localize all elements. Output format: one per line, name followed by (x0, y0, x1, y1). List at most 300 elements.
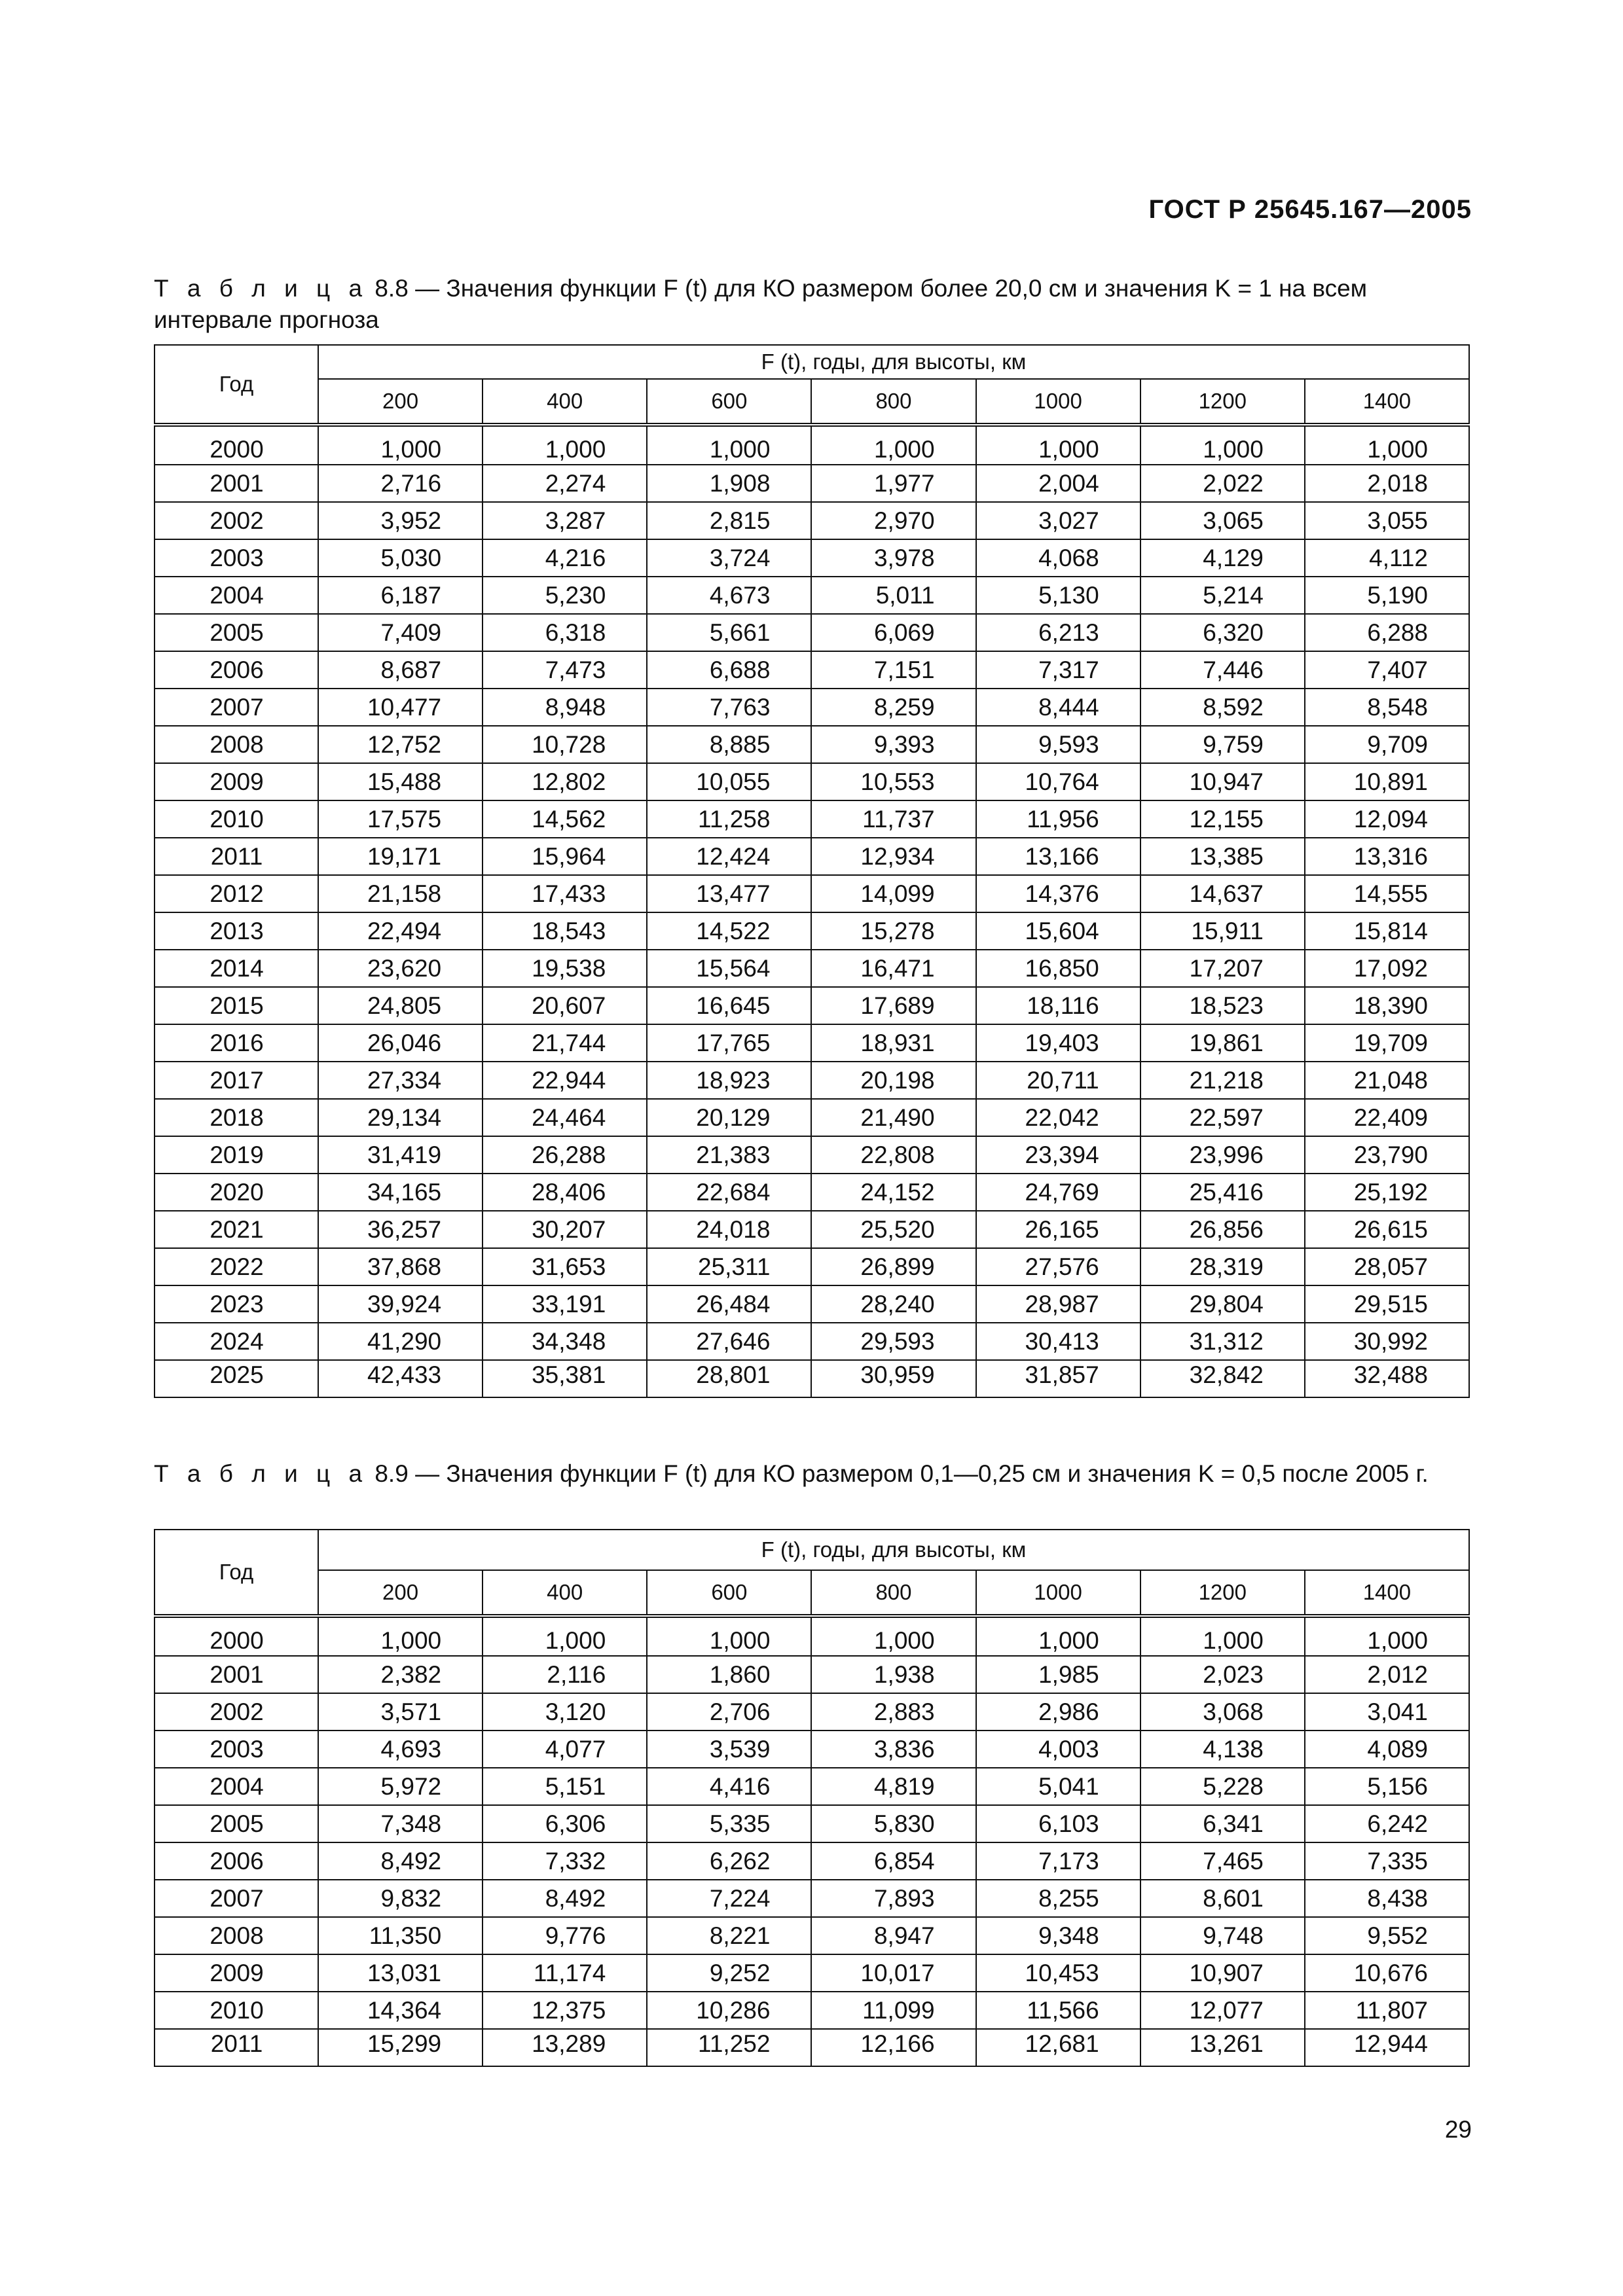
value-cell: 3,065 (1140, 502, 1305, 539)
table-row (155, 1024, 1469, 1062)
table-row (155, 425, 1469, 465)
value-cell: 10,055 (647, 763, 811, 800)
value-cell: 9,832 (318, 1880, 483, 1917)
value-cell: 26,165 (976, 1211, 1140, 1248)
height-column-header: 1200 (1140, 379, 1305, 425)
value-cell: 1,000 (483, 425, 647, 465)
height-column-header: 1000 (976, 1570, 1140, 1616)
value-cell: 10,453 (976, 1954, 1140, 1992)
value-cell: 29,804 (1140, 1285, 1305, 1323)
value-cell: 9,552 (1305, 1917, 1469, 1954)
value-cell: 6,262 (647, 1842, 811, 1880)
value-cell: 20,198 (811, 1062, 976, 1099)
value-cell: 6,318 (483, 614, 647, 651)
value-cell: 14,364 (318, 1992, 483, 2029)
value-cell: 1,000 (318, 1616, 483, 1656)
value-cell: 14,555 (1305, 875, 1469, 912)
value-cell: 3,027 (976, 502, 1140, 539)
value-cell: 9,776 (483, 1917, 647, 1954)
value-cell: 5,030 (318, 539, 483, 577)
table-row (155, 1992, 1469, 2029)
value-cell: 4,068 (976, 539, 1140, 577)
value-cell: 9,593 (976, 726, 1140, 763)
value-cell: 5,130 (976, 577, 1140, 614)
year-cell: 2009 (155, 1954, 318, 1992)
value-cell: 3,055 (1305, 502, 1469, 539)
value-cell: 22,597 (1140, 1099, 1305, 1136)
value-cell: 7,763 (647, 689, 811, 726)
year-cell: 2024 (155, 1323, 318, 1360)
value-cell: 24,805 (318, 987, 483, 1024)
table-row (155, 577, 1469, 614)
year-cell: 2025 (155, 1360, 318, 1397)
value-cell: 1,000 (1305, 425, 1469, 465)
year-cell: 2007 (155, 689, 318, 726)
value-cell: 5,230 (483, 577, 647, 614)
value-cell: 17,689 (811, 987, 976, 1024)
value-cell: 23,620 (318, 950, 483, 987)
year-cell: 2001 (155, 1656, 318, 1693)
value-cell: 32,488 (1305, 1360, 1469, 1397)
value-cell: 10,728 (483, 726, 647, 763)
value-cell: 12,094 (1305, 800, 1469, 838)
value-cell: 10,947 (1140, 763, 1305, 800)
value-cell: 26,288 (483, 1136, 647, 1174)
value-cell: 10,764 (976, 763, 1140, 800)
year-cell: 2005 (155, 1805, 318, 1842)
value-cell: 5,972 (318, 1768, 483, 1805)
year-cell: 2017 (155, 1062, 318, 1099)
table-row (155, 1805, 1469, 1842)
table-8-8 (154, 344, 1470, 1398)
value-cell: 5,214 (1140, 577, 1305, 614)
value-cell: 20,129 (647, 1099, 811, 1136)
value-cell: 2,883 (811, 1693, 976, 1731)
value-cell: 4,138 (1140, 1731, 1305, 1768)
value-cell: 15,564 (647, 950, 811, 987)
value-cell: 1,908 (647, 465, 811, 502)
table-row (155, 2029, 1469, 2066)
value-cell: 8,492 (318, 1842, 483, 1880)
table-row (155, 1954, 1469, 1992)
value-cell: 19,861 (1140, 1024, 1305, 1062)
value-cell: 7,407 (1305, 651, 1469, 689)
year-cell: 2008 (155, 1917, 318, 1954)
value-cell: 27,646 (647, 1323, 811, 1360)
table-row (155, 1174, 1469, 1211)
value-cell: 6,187 (318, 577, 483, 614)
year-cell: 2004 (155, 577, 318, 614)
value-cell: 19,403 (976, 1024, 1140, 1062)
value-cell: 17,575 (318, 800, 483, 838)
value-cell: 12,424 (647, 838, 811, 875)
value-cell: 10,017 (811, 1954, 976, 1992)
value-cell: 10,553 (811, 763, 976, 800)
value-cell: 28,057 (1305, 1248, 1469, 1285)
height-column-header: 1400 (1305, 1570, 1469, 1616)
value-cell: 42,433 (318, 1360, 483, 1397)
value-cell: 28,987 (976, 1285, 1140, 1323)
value-cell: 10,477 (318, 689, 483, 726)
table-row (155, 1360, 1469, 1397)
value-cell: 8,947 (811, 1917, 976, 1954)
value-cell: 5,011 (811, 577, 976, 614)
value-cell: 41,290 (318, 1323, 483, 1360)
year-cell: 2019 (155, 1136, 318, 1174)
year-cell: 2002 (155, 502, 318, 539)
value-cell: 24,769 (976, 1174, 1140, 1211)
value-cell: 5,151 (483, 1768, 647, 1805)
value-cell: 9,393 (811, 726, 976, 763)
table-row (155, 539, 1469, 577)
table-row (155, 912, 1469, 950)
value-cell: 18,523 (1140, 987, 1305, 1024)
value-cell: 13,316 (1305, 838, 1469, 875)
value-cell: 22,042 (976, 1099, 1140, 1136)
year-column-header: Год (155, 345, 318, 425)
value-cell: 1,000 (318, 425, 483, 465)
value-cell: 39,924 (318, 1285, 483, 1323)
year-column-header: Год (155, 1530, 318, 1616)
value-cell: 2,274 (483, 465, 647, 502)
value-cell: 22,944 (483, 1062, 647, 1099)
value-cell: 7,465 (1140, 1842, 1305, 1880)
year-cell: 2006 (155, 651, 318, 689)
value-cell: 8,687 (318, 651, 483, 689)
value-cell: 7,893 (811, 1880, 976, 1917)
value-cell: 1,977 (811, 465, 976, 502)
value-cell: 12,375 (483, 1992, 647, 2029)
year-cell: 2005 (155, 614, 318, 651)
value-cell: 1,000 (811, 1616, 976, 1656)
value-cell: 5,228 (1140, 1768, 1305, 1805)
group-column-header: F (t), годы, для высоты, км (318, 345, 1469, 379)
table-row (155, 875, 1469, 912)
value-cell: 5,041 (976, 1768, 1140, 1805)
value-cell: 12,752 (318, 726, 483, 763)
year-cell: 2011 (155, 838, 318, 875)
table-row (155, 1248, 1469, 1285)
year-cell: 2020 (155, 1174, 318, 1211)
value-cell: 8,444 (976, 689, 1140, 726)
value-cell: 15,911 (1140, 912, 1305, 950)
value-cell: 1,000 (811, 425, 976, 465)
value-cell: 11,956 (976, 800, 1140, 838)
value-cell: 2,012 (1305, 1656, 1469, 1693)
value-cell: 24,018 (647, 1211, 811, 1248)
value-cell: 2,706 (647, 1693, 811, 1731)
value-cell: 14,522 (647, 912, 811, 950)
height-column-header: 400 (483, 379, 647, 425)
value-cell: 17,092 (1305, 950, 1469, 987)
value-cell: 15,814 (1305, 912, 1469, 950)
value-cell: 32,842 (1140, 1360, 1305, 1397)
year-cell: 2016 (155, 1024, 318, 1062)
value-cell: 15,604 (976, 912, 1140, 950)
table-row (155, 1693, 1469, 1731)
table-row (155, 1323, 1469, 1360)
value-cell: 21,744 (483, 1024, 647, 1062)
value-cell: 19,709 (1305, 1024, 1469, 1062)
value-cell: 10,676 (1305, 1954, 1469, 1992)
table-row (155, 689, 1469, 726)
value-cell: 2,970 (811, 502, 976, 539)
value-cell: 30,207 (483, 1211, 647, 1248)
value-cell: 28,319 (1140, 1248, 1305, 1285)
height-column-header: 1200 (1140, 1570, 1305, 1616)
table-8-9 (154, 1529, 1470, 2067)
table-row (155, 465, 1469, 502)
height-column-header: 200 (318, 1570, 483, 1616)
value-cell: 8,592 (1140, 689, 1305, 726)
table-row (155, 950, 1469, 987)
value-cell: 8,601 (1140, 1880, 1305, 1917)
value-cell: 15,488 (318, 763, 483, 800)
table-row (155, 1099, 1469, 1136)
value-cell: 8,259 (811, 689, 976, 726)
value-cell: 28,406 (483, 1174, 647, 1211)
table-row (155, 1731, 1469, 1768)
year-cell: 2015 (155, 987, 318, 1024)
value-cell: 17,765 (647, 1024, 811, 1062)
value-cell: 1,860 (647, 1656, 811, 1693)
value-cell: 11,174 (483, 1954, 647, 1992)
value-cell: 7,473 (483, 651, 647, 689)
value-cell: 34,348 (483, 1323, 647, 1360)
value-cell: 2,022 (1140, 465, 1305, 502)
height-column-header: 400 (483, 1570, 647, 1616)
value-cell: 11,252 (647, 2029, 811, 2066)
value-cell: 13,289 (483, 2029, 647, 2066)
value-cell: 20,711 (976, 1062, 1140, 1099)
value-cell: 12,934 (811, 838, 976, 875)
year-cell: 2009 (155, 763, 318, 800)
value-cell: 3,539 (647, 1731, 811, 1768)
table-row (155, 1768, 1469, 1805)
value-cell: 19,171 (318, 838, 483, 875)
table-row (155, 726, 1469, 763)
value-cell: 7,151 (811, 651, 976, 689)
value-cell: 2,815 (647, 502, 811, 539)
value-cell: 27,576 (976, 1248, 1140, 1285)
value-cell: 3,041 (1305, 1693, 1469, 1731)
value-cell: 30,413 (976, 1323, 1140, 1360)
value-cell: 1,000 (976, 1616, 1140, 1656)
caption-number: 8.8 (374, 275, 409, 302)
value-cell: 4,216 (483, 539, 647, 577)
value-cell: 12,944 (1305, 2029, 1469, 2066)
page-number: 29 (1444, 2116, 1472, 2143)
table-row (155, 1917, 1469, 1954)
value-cell: 33,191 (483, 1285, 647, 1323)
value-cell: 6,069 (811, 614, 976, 651)
caption-number: 8.9 (374, 1460, 409, 1487)
year-cell: 2011 (155, 2029, 318, 2066)
table-row (155, 1880, 1469, 1917)
value-cell: 13,477 (647, 875, 811, 912)
value-cell: 3,571 (318, 1693, 483, 1731)
value-cell: 11,350 (318, 1917, 483, 1954)
table-row (155, 1285, 1469, 1323)
year-cell: 2010 (155, 1992, 318, 2029)
value-cell: 18,923 (647, 1062, 811, 1099)
year-cell: 2008 (155, 726, 318, 763)
value-cell: 8,255 (976, 1880, 1140, 1917)
value-cell: 12,077 (1140, 1992, 1305, 2029)
value-cell: 22,409 (1305, 1099, 1469, 1136)
value-cell: 6,341 (1140, 1805, 1305, 1842)
value-cell: 21,383 (647, 1136, 811, 1174)
table-row (155, 1136, 1469, 1174)
value-cell: 1,000 (647, 425, 811, 465)
value-cell: 15,964 (483, 838, 647, 875)
value-cell: 14,376 (976, 875, 1140, 912)
value-cell: 3,724 (647, 539, 811, 577)
value-cell: 4,089 (1305, 1731, 1469, 1768)
table-row (155, 651, 1469, 689)
value-cell: 5,661 (647, 614, 811, 651)
value-cell: 23,996 (1140, 1136, 1305, 1174)
table-row (155, 614, 1469, 651)
height-column-header: 200 (318, 379, 483, 425)
value-cell: 25,520 (811, 1211, 976, 1248)
group-column-header: F (t), годы, для высоты, км (318, 1530, 1469, 1570)
year-cell: 2022 (155, 1248, 318, 1285)
value-cell: 1,000 (1305, 1616, 1469, 1656)
value-cell: 13,385 (1140, 838, 1305, 875)
value-cell: 4,693 (318, 1731, 483, 1768)
value-cell: 7,317 (976, 651, 1140, 689)
value-cell: 7,335 (1305, 1842, 1469, 1880)
value-cell: 4,112 (1305, 539, 1469, 577)
value-cell: 9,748 (1140, 1917, 1305, 1954)
value-cell: 8,948 (483, 689, 647, 726)
value-cell: 1,000 (976, 425, 1140, 465)
year-cell: 2018 (155, 1099, 318, 1136)
table-8-8-caption (154, 273, 1470, 336)
height-column-header: 1400 (1305, 379, 1469, 425)
value-cell: 16,645 (647, 987, 811, 1024)
value-cell: 22,494 (318, 912, 483, 950)
value-cell: 3,836 (811, 1731, 976, 1768)
value-cell: 1,000 (483, 1616, 647, 1656)
value-cell: 35,381 (483, 1360, 647, 1397)
value-cell: 7,348 (318, 1805, 483, 1842)
value-cell: 11,807 (1305, 1992, 1469, 2029)
value-cell: 14,637 (1140, 875, 1305, 912)
value-cell: 36,257 (318, 1211, 483, 1248)
value-cell: 37,868 (318, 1248, 483, 1285)
table-row (155, 838, 1469, 875)
table-row (155, 1842, 1469, 1880)
table-row (155, 502, 1469, 539)
value-cell: 6,688 (647, 651, 811, 689)
value-cell: 19,538 (483, 950, 647, 987)
value-cell: 14,099 (811, 875, 976, 912)
value-cell: 13,031 (318, 1954, 483, 1992)
year-cell: 2023 (155, 1285, 318, 1323)
value-cell: 5,335 (647, 1805, 811, 1842)
year-cell: 2021 (155, 1211, 318, 1248)
value-cell: 5,156 (1305, 1768, 1469, 1805)
value-cell: 12,166 (811, 2029, 976, 2066)
year-cell: 2001 (155, 465, 318, 502)
value-cell: 25,311 (647, 1248, 811, 1285)
value-cell: 3,287 (483, 502, 647, 539)
value-cell: 2,986 (976, 1693, 1140, 1731)
value-cell: 29,134 (318, 1099, 483, 1136)
year-cell: 2014 (155, 950, 318, 987)
value-cell: 30,959 (811, 1360, 976, 1397)
value-cell: 4,077 (483, 1731, 647, 1768)
value-cell: 6,213 (976, 614, 1140, 651)
caption-label: Т а б л и ц а (154, 275, 369, 302)
value-cell: 7,224 (647, 1880, 811, 1917)
value-cell: 9,709 (1305, 726, 1469, 763)
value-cell: 26,046 (318, 1024, 483, 1062)
value-cell: 11,737 (811, 800, 976, 838)
value-cell: 8,438 (1305, 1880, 1469, 1917)
value-cell: 25,416 (1140, 1174, 1305, 1211)
table-row (155, 1616, 1469, 1656)
value-cell: 2,004 (976, 465, 1140, 502)
value-cell: 26,856 (1140, 1211, 1305, 1248)
value-cell: 6,242 (1305, 1805, 1469, 1842)
value-cell: 3,952 (318, 502, 483, 539)
value-cell: 2,716 (318, 465, 483, 502)
value-cell: 8,492 (483, 1880, 647, 1917)
value-cell: 10,907 (1140, 1954, 1305, 1992)
year-cell: 2012 (155, 875, 318, 912)
value-cell: 6,288 (1305, 614, 1469, 651)
value-cell: 3,978 (811, 539, 976, 577)
value-cell: 1,000 (1140, 1616, 1305, 1656)
value-cell: 7,173 (976, 1842, 1140, 1880)
year-cell: 2007 (155, 1880, 318, 1917)
value-cell: 10,891 (1305, 763, 1469, 800)
value-cell: 4,129 (1140, 539, 1305, 577)
value-cell: 4,819 (811, 1768, 976, 1805)
table-row (155, 1062, 1469, 1099)
value-cell: 5,830 (811, 1805, 976, 1842)
year-cell: 2004 (155, 1768, 318, 1805)
value-cell: 23,790 (1305, 1136, 1469, 1174)
value-cell: 6,854 (811, 1842, 976, 1880)
caption-text: — Значения функции F (t) для КО размером 0,1—0,25 см и значения K = 0,5 после 2005 г. (408, 1460, 1429, 1487)
value-cell: 21,218 (1140, 1062, 1305, 1099)
value-cell: 22,808 (811, 1136, 976, 1174)
value-cell: 18,543 (483, 912, 647, 950)
value-cell: 28,240 (811, 1285, 976, 1323)
value-cell: 22,684 (647, 1174, 811, 1211)
value-cell: 26,899 (811, 1248, 976, 1285)
value-cell: 31,312 (1140, 1323, 1305, 1360)
value-cell: 17,207 (1140, 950, 1305, 987)
value-cell: 31,857 (976, 1360, 1140, 1397)
height-column-header: 600 (647, 1570, 811, 1616)
value-cell: 13,261 (1140, 2029, 1305, 2066)
height-column-header: 800 (811, 379, 976, 425)
value-cell: 6,103 (976, 1805, 1140, 1842)
value-cell: 2,018 (1305, 465, 1469, 502)
value-cell: 12,681 (976, 2029, 1140, 2066)
value-cell: 7,332 (483, 1842, 647, 1880)
value-cell: 26,484 (647, 1285, 811, 1323)
value-cell: 29,515 (1305, 1285, 1469, 1323)
value-cell: 31,653 (483, 1248, 647, 1285)
value-cell: 24,152 (811, 1174, 976, 1211)
caption-label: Т а б л и ц а (154, 1460, 369, 1487)
